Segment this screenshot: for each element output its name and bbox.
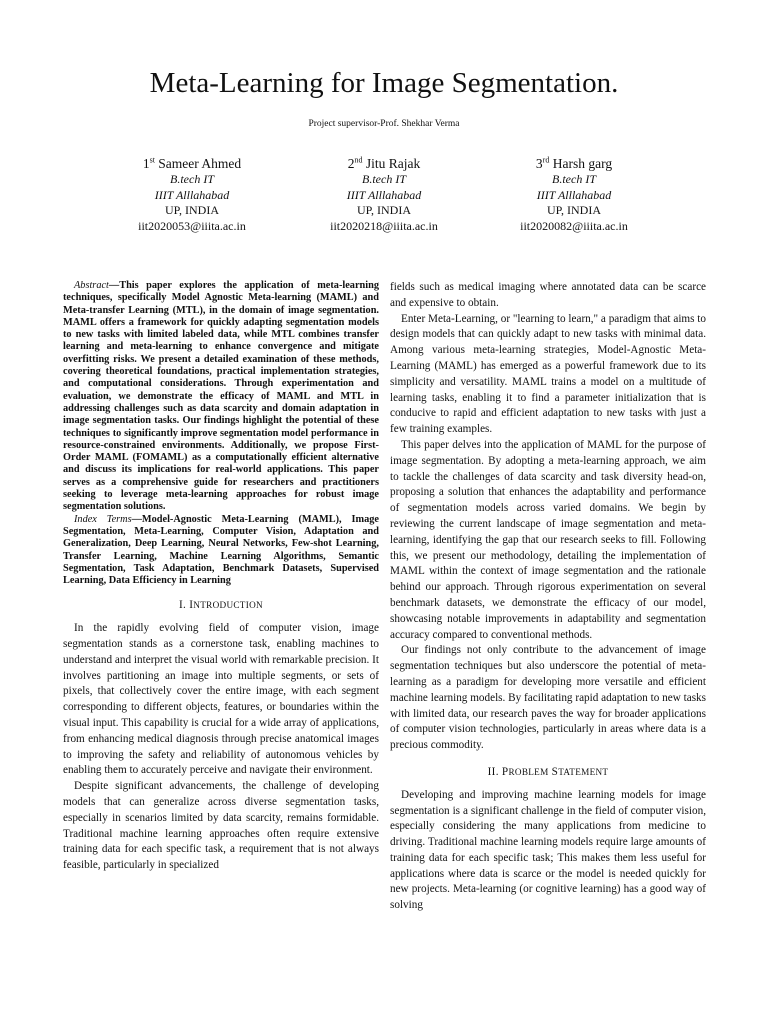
- author-program: B.tech IT: [170, 172, 214, 186]
- author-location: UP, INDIA: [547, 203, 601, 217]
- author-block-1: [92, 155, 292, 234]
- paragraph: Developing and improving machine learning models for image segmentation is a significant challenge in the field of computer vision, especially considering the many applications from medicine to driving. Traditional machine learning models require large amounts of training data for each specific task; This makes them less useful for applications where data is scarce or the model is needed quickly for new projects. Meta-learning (or cognitive learning) has a good way of solving: [390, 788, 706, 912]
- abstract-label: Abstract: [74, 280, 109, 291]
- author-email: iit2020082@iiita.ac.in: [520, 218, 628, 233]
- paragraph: Despite significant advancements, the challenge of developing models that can generalize across diverse segmentation tasks, especially in scenarios limited by data scarcity, remains formidable. Traditional machine learning approaches often require extensive training data for each specific task, a requirement that is not always feasible, particularly in specialized: [63, 780, 379, 872]
- author-institute: IIIT Alllahabad: [154, 187, 230, 202]
- section-heading-problem-statement: II. PROBLEM STATEMENT: [487, 765, 609, 778]
- author-program: B.tech IT: [552, 172, 596, 186]
- author-email: iit2020218@iiita.ac.in: [330, 218, 438, 233]
- abstract-text: —This paper explores the application of meta-learning techniques, specifically Model Agnostic Meta-learning (MAML) and Meta-transfer Learning (MTL), in the domain of image segmentation. MAML offers a framework for quickly adapting segmentation models to new tasks with limited labeled data, while MTL combines transfer learning and meta-learning to enhance convergence and mitigate overfitting risks. We present a detailed examination of these methods, covering theoretical foundations, practical implementation strategies, and computational considerations. Through experimentation and evaluation, we demonstrate the efficacy of MAML and MTL in addressing challenges such as data scarcity and domain adaptation in image segmentation tasks. Our findings highlight the potential of these techniques to significantly improve segmentation model performance in resource-constrained environments. Additionally, we propose First-Order MAML (FOMAML) as a computationally efficient alternative and discuss its implications for real-world applications. This paper serves as a comprehensive guide for researchers and practitioners seeking to leverage meta-learning approaches for robust image segmentation solutions.: [63, 280, 379, 513]
- right-column: [390, 280, 706, 914]
- supervisor-line: Project supervisor-Prof. Shekhar Verma: [308, 119, 460, 129]
- abstract: [63, 280, 379, 514]
- index-terms-label: Index Terms: [74, 513, 132, 525]
- author-institute: IIIT Alllahabad: [346, 187, 422, 202]
- paragraph: This paper delves into the application of MAML for the purpose of image segmentation. By adopting a meta-learning approach, we aim to tackle the challenges of data scarcity and task diversity head-on, proposing a solution that enhances the adaptability and performance of segmentation models across varied domains. We begin by reviewing the current landscape of image segmentation and meta-learning, identifying the gap that our research seeks to fill. Following this, we present our methodology, detailing the implementation of MAML within the context of image segmentation and the rationale behind our approach. Through rigorous experimentation on several benchmark datasets, we demonstrate the efficacy of our model, showcasing notable improvements in adaptability and segmentation accuracy compared to conventional methods.: [390, 438, 706, 641]
- author-name: 3rd Harsh garg: [535, 155, 613, 171]
- paragraph: Enter Meta-Learning, or "learning to learn," a paradigm that aims to design models that can quickly adapt to new tasks with minimal data. Among various meta-learning strategies, Model-Agnostic Meta-Learning (MAML) has emerged as a powerful framework due to its simplicity and versatility. MAML trains a model on a multitude of learning tasks, enabling it to find a parameter initialization that is conducive to rapid and efficient adaptation to new tasks with just a few training examples.: [390, 312, 706, 436]
- author-location: UP, INDIA: [357, 203, 411, 217]
- index-terms: [63, 514, 379, 588]
- section-heading-introduction: I. INTRODUCTION: [179, 599, 263, 612]
- paragraph: Our findings not only contribute to the advancement of image segmentation techniques but also underscore the potential of meta-learning as a paradigm for developing more versatile and efficient machine learning models. By facilitating rapid adaptation to new tasks with limited data, our research paves the way for broader applications of computer vision technologies, particularly in areas where data is a precious commodity.: [390, 644, 706, 752]
- author-name: 2nd Jitu Rajak: [347, 155, 421, 171]
- author-institute: IIIT Alllahabad: [536, 187, 612, 202]
- author-location: UP, INDIA: [165, 203, 219, 217]
- paragraph: fields such as medical imaging where annotated data can be scarce and expensive to obtain.: [390, 281, 706, 309]
- author-block-3: [474, 155, 674, 234]
- left-column: [63, 280, 379, 874]
- author-block-2: [284, 155, 484, 234]
- index-terms-text: —Model-Agnostic Meta-Learning (MAML), Image Segmentation, Meta-Learning, Computer Vision, Adaptation and Generalization, Deep Learning, Neural Networks, Few-shot Learning, Transfer Learning, Machine Learning Algorithms, Semantic Segmentation, Task Adaptation, Benchmark Datasets, Supervised Learning, Data Efficiency in Learning: [63, 513, 380, 587]
- author-program: B.tech IT: [362, 172, 406, 186]
- paragraph: In the rapidly evolving field of computer vision, image segmentation stands as a cornerstone task, enabling machines to understand and interpret the visual world with remarkable precision. It involves partitioning an image into multiple segments, or sets of pixels, that collectively cover the entire image, with each segment corresponding to different objects, features, or boundaries within the visual input. This capability is crucial for a wide array of applications, from enhancing medical diagnosis through precise anatomical images to improving the safety and reliability of autonomous vehicles by enabling them to accurately perceive and navigate their environment.: [63, 622, 379, 777]
- paper-title: Meta-Learning for Image Segmentation.: [149, 67, 619, 99]
- author-email: iit2020053@iiita.ac.in: [138, 218, 246, 233]
- author-name: 1st Sameer Ahmed: [142, 155, 242, 171]
